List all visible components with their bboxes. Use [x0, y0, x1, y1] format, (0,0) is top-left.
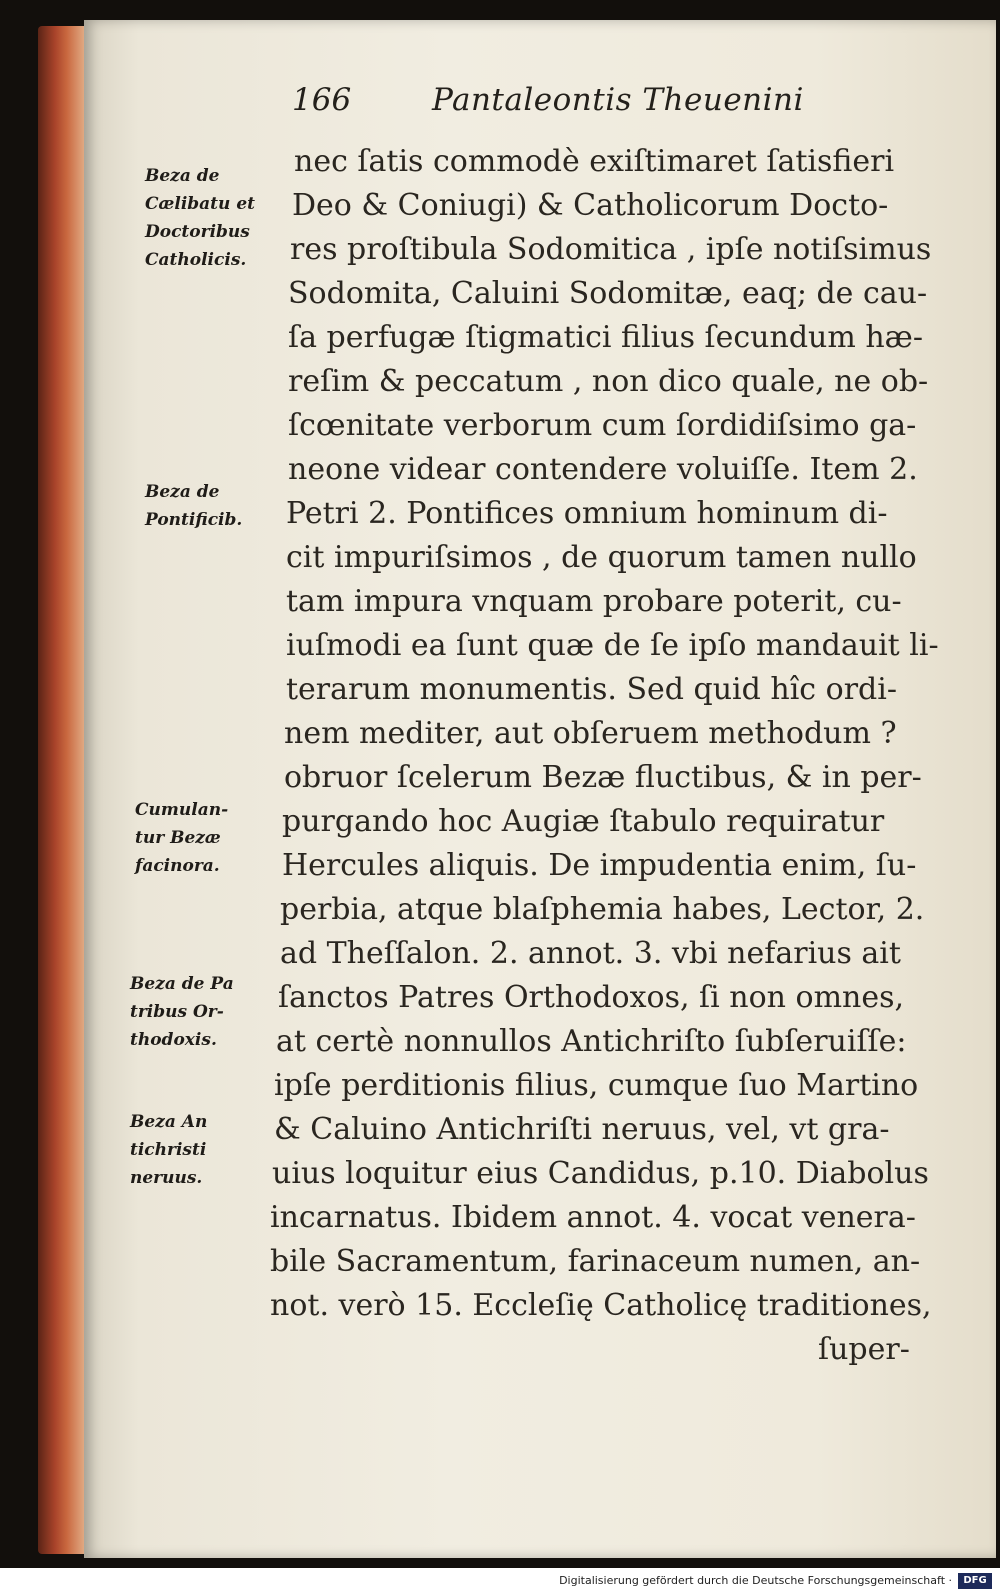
page-header	[292, 78, 852, 122]
margin-note-line: Beza An	[130, 1112, 208, 1132]
body-line: purgando hoc Augiæ ſtabulo requiratur	[282, 804, 885, 839]
catchword: ſuper-	[818, 1332, 910, 1367]
body-line: cit impuriſsimos , de quorum tamen nullo	[286, 540, 917, 575]
body-line: Petri 2. Pontifices omnium hominum di-	[286, 496, 888, 531]
margin-note-line: Beza de	[145, 482, 220, 502]
body-line: bile Sacramentum, farinaceum numen, an-	[270, 1244, 921, 1279]
body-line: not. verò 15. Eccleſię Catholicę traditiones,	[270, 1288, 932, 1323]
margin-note-line: Beza de	[145, 166, 220, 186]
margin-note-beza-pontificibus	[145, 478, 285, 534]
margin-note-line: thodoxis.	[130, 1030, 217, 1050]
body-line: neone videar contendere voluiſſe. Item 2.	[288, 452, 918, 487]
body-line: & Caluino Antichriſti neruus, vel, vt gra-	[274, 1112, 890, 1147]
body-line: ad Theſſalon. 2. annot. 3. vbi nefarius ait	[280, 936, 901, 971]
body-line: iuſmodi ea ſunt quæ de ſe ipſo mandauit li-	[286, 628, 939, 663]
margin-note-cumulantur	[135, 796, 275, 880]
body-line: ipſe perditionis filius, cumque ſuo Martino	[274, 1068, 919, 1103]
margin-note-line: tichristi	[130, 1140, 207, 1160]
page-number: 166	[292, 82, 352, 118]
body-line: Sodomita, Caluini Sodomitæ, eaq; de cau-	[288, 276, 928, 311]
body-line: reſim & peccatum , non dico quale, ne ob-	[288, 364, 929, 399]
margin-note-line: tur Bezæ	[135, 828, 221, 848]
margin-note-line: Pontificib.	[145, 510, 243, 530]
margin-note-beza-antichristi	[130, 1108, 270, 1192]
running-title: Pantaleontis Theuenini	[432, 82, 804, 118]
margin-note-beza-patribus	[130, 970, 270, 1054]
margin-note-line: neruus.	[130, 1168, 203, 1188]
margin-note-line: Catholicis.	[145, 250, 247, 270]
body-line: perbia, atque blaſphemia habes, Lector, 2.	[280, 892, 925, 927]
body-line: tam impura vnquam probare poterit, cu-	[286, 584, 902, 619]
body-line: at certè nonnullos Antichriſto ſubſeruiſſe:	[276, 1024, 907, 1059]
margin-note-line: facinora.	[135, 856, 220, 876]
body-line: ſanctos Patres Orthodoxos, ſi non omnes,	[278, 980, 905, 1015]
body-line: ſcœnitate verborum cum ſordidiſsimo ga-	[288, 408, 917, 443]
margin-note-beza-caelibatu	[145, 162, 285, 274]
dfg-logo: DFG	[958, 1573, 992, 1589]
funding-credit: Digitalisierung gefördert durch die Deutsche Forschungsgemeinschaft ·	[559, 1574, 952, 1587]
margin-note-line: tribus Or-	[130, 1002, 224, 1022]
body-line: nem mediter, aut obſeruem methodum ?	[284, 716, 897, 751]
body-line: ſa perfugæ ſtigmatici filius ſecundum hæ-	[288, 320, 923, 355]
body-line: obruor ſcelerum Bezæ fluctibus, & in per-	[284, 760, 922, 795]
body-line: nec ſatis commodè exiſtimaret ſatisfieri	[294, 144, 895, 179]
body-line: res proſtibula Sodomitica , ipſe notiſsimus	[290, 232, 932, 267]
body-line: Deo & Coniugi) & Catholicorum Docto-	[292, 188, 889, 223]
margin-note-line: Doctoribus	[145, 222, 250, 242]
margin-note-line: Cælibatu et	[145, 194, 255, 214]
body-line: uius loquitur eius Candidus, p.10. Diabolus	[272, 1156, 929, 1191]
book-fore-edge	[38, 26, 86, 1554]
body-line: Hercules aliquis. De impudentia enim, ſu-	[282, 848, 917, 883]
margin-note-line: Cumulan-	[135, 800, 229, 820]
body-line: terarum monumentis. Sed quid hîc ordi-	[286, 672, 897, 707]
footer-bar	[0, 1568, 1000, 1595]
margin-note-line: Beza de Pa	[130, 974, 234, 994]
body-line: incarnatus. Ibidem annot. 4. vocat venera-	[270, 1200, 916, 1235]
